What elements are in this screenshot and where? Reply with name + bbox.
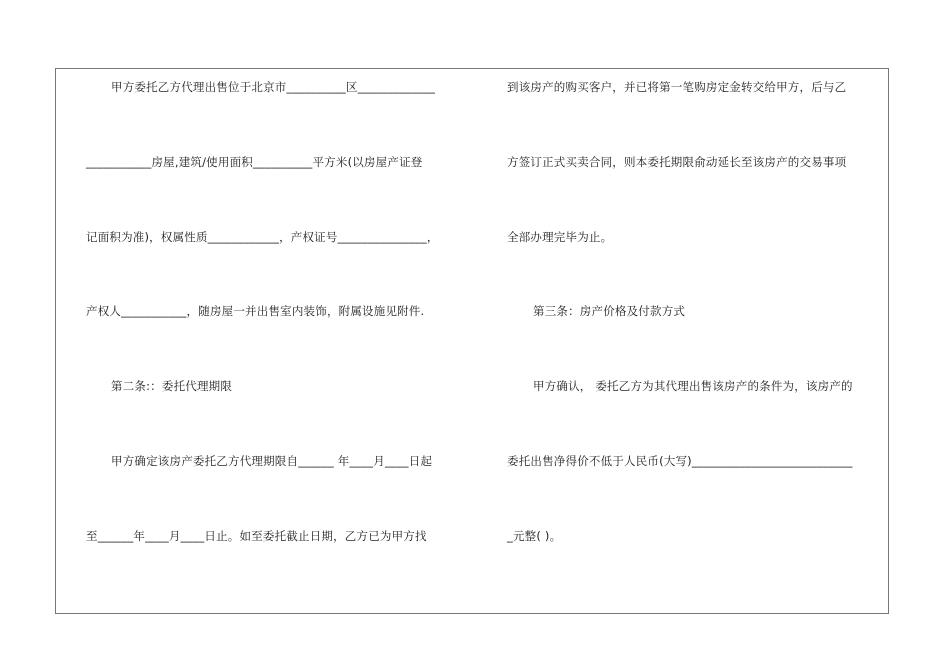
section-heading-term: 第二条:：委托代理期限 (111, 379, 233, 393)
right-line-6: 委托出售净得价不低于人民币(大写)___________________________ (507, 454, 853, 468)
right-line-7: _元整( )。 (507, 529, 562, 543)
left-line-1: 甲方委托乙方代理出售位于北京市__________区_____________ (111, 80, 436, 94)
left-line-4: 产权人___________，随房屋一并出售室内装饰，附属设施见附件. (86, 304, 425, 318)
left-line-2: ___________房屋,建筑/使用面积__________平方米(以房屋产证登 (86, 155, 423, 169)
right-line-2: 方签订正式买卖合同，则本委托期限俞动延长至该房产的交易事项 (507, 155, 847, 169)
left-line-3: 记面积为准)，权属性质____________，产权证号_______________， (86, 230, 439, 244)
section-heading-price: 第三条：房产价格及付款方式 (533, 304, 686, 318)
right-line-3: 全部办理完毕为止。 (507, 230, 613, 244)
left-line-6: 甲方确定该房产委托乙方代理期限自______ 年____月____日起 (111, 454, 433, 468)
right-line-1: 到该房产的购买客户，并已将第一笔购房定金转交给甲方，后与乙 (507, 80, 847, 94)
left-line-7: 至______年____月____日止。如至委托截止日期，乙方已为甲方找 (86, 529, 427, 543)
right-line-5: 甲方确认， 委托乙方为其代理出售该房产的条件为，该房产的 (533, 379, 853, 393)
